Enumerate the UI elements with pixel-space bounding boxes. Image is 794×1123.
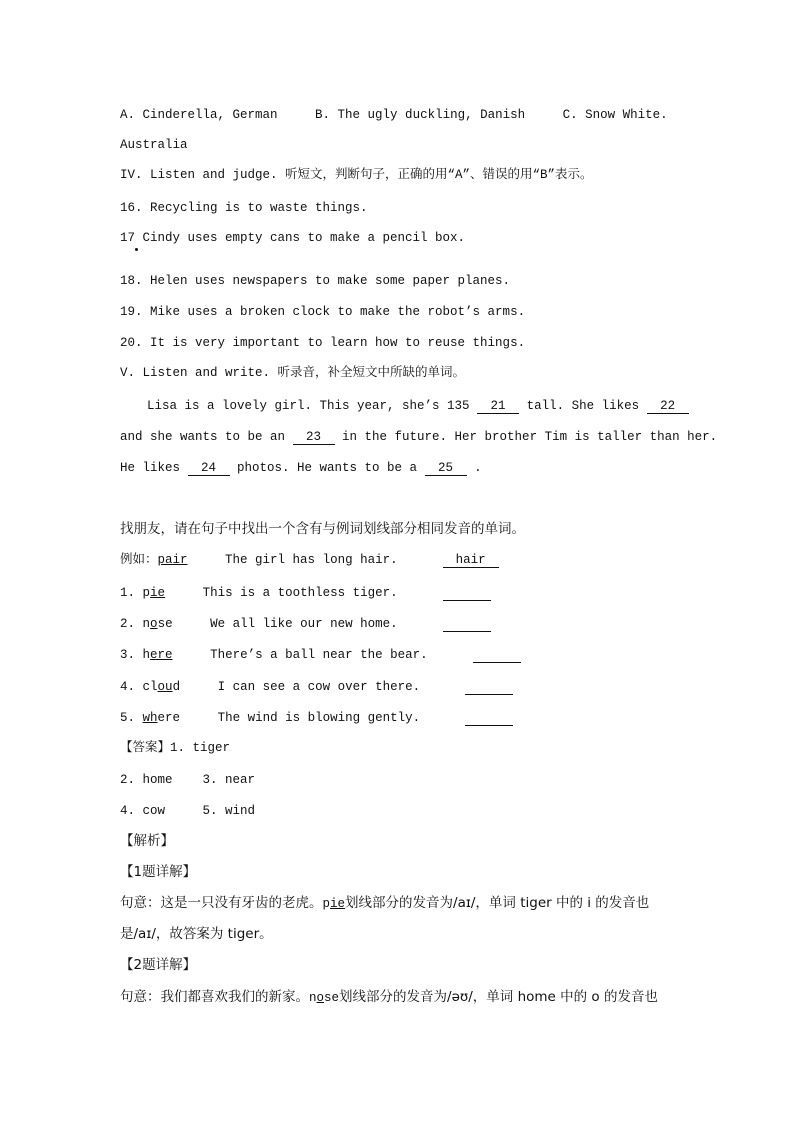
word-part: se — [157, 617, 173, 631]
detail-word — [323, 897, 346, 911]
item-sentence: The wind is blowing gently. — [217, 711, 421, 725]
answer-text: 1. tiger — [170, 741, 231, 755]
blank-25[interactable]: 25 — [425, 461, 467, 476]
word-part: n — [142, 617, 151, 631]
answer-blank-3[interactable] — [473, 648, 521, 663]
detail-text: 划线部分的发音为/aɪ/，单词 tiger 中的 i 的发音也 — [345, 895, 650, 911]
blank-21[interactable]: 21 — [477, 399, 519, 414]
detail-word — [309, 991, 339, 1005]
example-prefix: 例如： — [120, 553, 158, 567]
stray-dot — [135, 248, 138, 251]
section-v-heading: V. Listen and write. 听录音，补全短文中所缺的单词。 — [120, 366, 466, 380]
passage-line-2 — [120, 429, 717, 445]
word-underlined-part: o — [150, 617, 158, 631]
blank-22[interactable]: 22 — [647, 399, 689, 414]
passage-line-1 — [147, 398, 689, 414]
word-part: p — [142, 586, 151, 600]
judge-item-20: 20. It is very important to learn how to reuse things. — [120, 336, 526, 350]
answer-line-1 — [120, 739, 230, 756]
phonics-example — [120, 552, 499, 568]
judge-item-18: 18. Helen uses newspapers to make some paper planes. — [120, 274, 511, 288]
item-number: 4. — [120, 680, 136, 694]
answer-line-2: 2. home 3. near — [120, 773, 256, 787]
judge-item-16: 16. Recycling is to waste things. — [120, 201, 368, 215]
phonics-item-2 — [120, 616, 491, 632]
item-number: 3. — [120, 648, 136, 662]
item-sentence: We all like our new home. — [210, 617, 398, 631]
phonics-item-1 — [120, 585, 491, 601]
detail-1-label: 【1题详解】 — [120, 864, 197, 880]
item-number: 5. — [120, 711, 136, 725]
detail-2-label: 【2题详解】 — [120, 957, 197, 973]
word-part: ere — [157, 711, 181, 725]
option-c: C. Snow White. — [562, 108, 668, 122]
detail-text: 句意：这是一只没有牙齿的老虎。 — [120, 895, 323, 911]
item-sentence: I can see a cow over there. — [217, 680, 421, 694]
word-part: n — [309, 991, 317, 1005]
passage-text: He likes — [120, 461, 188, 475]
passage-text: in the future. Her brother Tim is taller than her. — [334, 430, 718, 444]
passage-line-3 — [120, 460, 482, 476]
word-part: se — [324, 991, 340, 1005]
word-underlined-part: o — [316, 991, 325, 1005]
option-b: B. The ugly duckling, Danish — [315, 108, 526, 122]
item-number: 1. — [120, 586, 136, 600]
passage-text: Lisa is a lovely girl. This year, she’s 135 — [147, 399, 478, 413]
item-sentence: This is a toothless tiger. — [202, 586, 398, 600]
word-part: p — [322, 897, 331, 911]
answer-line-3: 4. cow 5. wind — [120, 804, 256, 818]
detail-text: 句意：我们都喜欢我们的新家。 — [120, 989, 309, 1005]
passage-text: tall. She likes — [519, 399, 647, 413]
q15-options-line — [120, 107, 668, 123]
option-c-wrap: Australia — [120, 138, 188, 152]
passage-text: photos. He wants to be a — [229, 461, 425, 475]
phonics-item-3 — [120, 647, 521, 663]
detail-2-text — [120, 989, 658, 1006]
passage-text: and she wants to be an — [120, 430, 293, 444]
item-sentence: There’s a ball near the bear. — [210, 648, 428, 662]
judge-item-19: 19. Mike uses a broken clock to make the robot’s arms. — [120, 305, 526, 319]
example-answer: hair — [443, 553, 499, 568]
word-underlined-part: ie — [150, 586, 166, 600]
word-underlined-part: ere — [150, 648, 173, 662]
word-underlined-part: ie — [330, 897, 346, 911]
option-a: A. Cinderella, German — [120, 108, 278, 122]
blank-23[interactable]: 23 — [293, 430, 335, 445]
judge-item-17: 17 Cindy uses empty cans to make a pencil box. — [120, 231, 466, 245]
word-part: h — [142, 648, 151, 662]
blank-24[interactable]: 24 — [188, 461, 230, 476]
section-iv-heading: IV. Listen and judge. 听短文，判断句子，正确的用“A”、错误的用“B”表示。 — [120, 168, 593, 182]
word-part: d — [172, 680, 181, 694]
item-number: 2. — [120, 617, 136, 631]
word-underlined-part: ou — [157, 680, 173, 694]
phonics-item-4 — [120, 679, 513, 695]
example-word: pair — [157, 553, 188, 567]
detail-text: 划线部分的发音为/əʊ/，单词 home 中的 o 的发音也 — [339, 989, 658, 1005]
phonics-item-5 — [120, 710, 513, 726]
detail-1-text — [120, 895, 649, 912]
answer-blank-1[interactable] — [443, 586, 491, 601]
detail-1-text-cont: 是/aɪ/，故答案为 tiger。 — [120, 926, 273, 942]
answer-blank-5[interactable] — [465, 711, 513, 726]
analysis-label: 【解析】 — [120, 833, 174, 849]
answer-blank-2[interactable] — [443, 617, 491, 632]
passage-text: . — [466, 461, 482, 475]
word-part: cl — [142, 680, 158, 694]
word-underlined-part: wh — [142, 711, 158, 725]
answer-label: 【答案】 — [120, 739, 171, 754]
example-sentence: The girl has long hair. — [225, 553, 398, 567]
answer-blank-4[interactable] — [465, 680, 513, 695]
phonics-instruction: 找朋友，请在句子中找出一个含有与例词划线部分相同发音的单词。 — [120, 521, 525, 537]
